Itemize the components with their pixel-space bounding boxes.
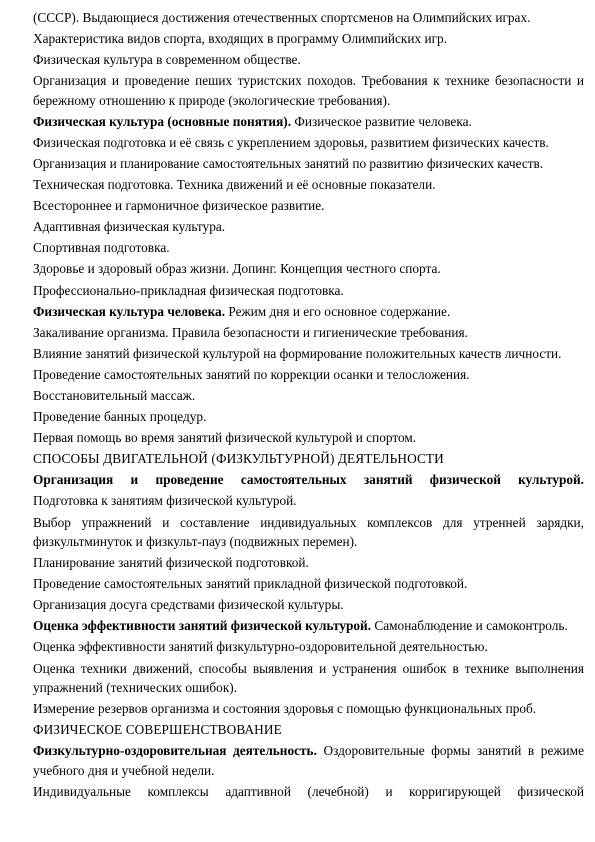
paragraph-text: Подготовка к занятиям физической культурой. [33, 493, 297, 509]
text-paragraph [33, 470, 584, 489]
paragraph-text: Режим дня и его основное содержание. [225, 303, 451, 319]
text-paragraph [33, 112, 584, 131]
paragraph-text: Адаптивная физическая культура. [33, 219, 226, 235]
text-paragraph [33, 365, 584, 384]
text-paragraph [33, 407, 584, 426]
text-paragraph [33, 259, 584, 278]
text-paragraph [33, 574, 584, 593]
paragraph-text: (СССР). Выдающиеся достижения отечественных спортсменов на Олимпийских играх. [33, 10, 531, 25]
paragraph-text: Физическая культура в современном обществе. [33, 52, 301, 68]
text-paragraph [33, 281, 584, 300]
text-paragraph [33, 386, 584, 405]
paragraph-text: Физическая подготовка и её связь с укреплением здоровья, развитием физических качеств. [33, 134, 549, 150]
paragraph-text: Оценка эффективности занятий физкультурно-оздоровительной деятельностью. [33, 639, 488, 655]
paragraph-text: Всестороннее и гармоничное физическое развитие. [33, 198, 325, 214]
text-paragraph [33, 50, 584, 69]
paragraph-text: Проведение самостоятельных занятий прикладной физической подготовкой. [33, 576, 468, 592]
paragraph-text: СПОСОБЫ ДВИГАТЕЛЬНОЙ (ФИЗКУЛЬТУРНОЙ) ДЕЯТЕЛЬНОСТИ [33, 451, 444, 467]
paragraph-text: Характеристика видов спорта, входящих в программу Олимпийских игр. [33, 31, 448, 47]
paragraph-text: Организация досуга средствами физической культуры. [33, 597, 344, 613]
paragraph-text: Самонаблюдение и самоконтроль. [371, 618, 568, 634]
text-paragraph [33, 595, 584, 614]
paragraph-text: Влияние занятий физической культурой на формирование положительных качеств личности. [33, 345, 562, 361]
text-paragraph [33, 699, 584, 718]
text-paragraph [33, 323, 584, 342]
section-heading [33, 720, 584, 739]
paragraph-text: Физическое развитие человека. [291, 113, 472, 129]
text-paragraph [33, 344, 584, 363]
paragraph-text: Выбор упражнений и составление индивидуальных комплексов для утренней зарядки, физкультминуток и физкульт-пауз (подвижных перемен). [33, 514, 584, 549]
text-paragraph [33, 741, 584, 780]
paragraph-text: Техническая подготовка. Техника движений и её основные показатели. [33, 177, 436, 193]
paragraph-text: ФИЗИЧЕСКОЕ СОВЕРШЕНСТВОВАНИЕ [33, 722, 282, 738]
paragraph-text: Организация и планирование самостоятельных занятий по развитию физических качеств. [33, 155, 544, 171]
paragraph-text: Организация и проведение пеших туристских походов. Требования к технике безопасности и бережному отношению к природе (экологические требования). [33, 73, 584, 108]
paragraph-text: Проведение банных процедур. [33, 409, 207, 425]
text-paragraph [33, 513, 584, 552]
text-paragraph [33, 8, 584, 27]
text-paragraph [33, 133, 584, 152]
paragraph-text: Профессионально-прикладная физическая подготовка. [33, 282, 344, 298]
text-paragraph [33, 154, 584, 173]
paragraph-text: Первая помощь во время занятий физической культурой и спортом. [33, 430, 417, 446]
paragraph-text: Здоровье и здоровый образ жизни. Допинг. Концепция честного спорта. [33, 261, 441, 277]
text-paragraph [33, 29, 584, 48]
text-paragraph [33, 71, 584, 110]
text-paragraph [33, 238, 584, 257]
text-paragraph [33, 659, 584, 698]
text-paragraph [33, 782, 584, 801]
text-paragraph [33, 616, 584, 635]
paragraph-text: Индивидуальные комплексы адаптивной (лечебной) и корригирующей физической [33, 783, 584, 799]
bold-topic-title: Оценка эффективности занятий физической культурой. [33, 618, 372, 634]
text-paragraph [33, 428, 584, 447]
paragraph-text: Оздоровительные формы занятий в режиме учебного дня и учебной недели. [33, 743, 584, 778]
bold-topic-title: Физическая культура человека. [33, 303, 226, 319]
text-paragraph [33, 302, 584, 321]
paragraph-text: Проведение самостоятельных занятий по коррекции осанки и телосложения. [33, 366, 470, 382]
paragraph-text: Спортивная подготовка. [33, 240, 170, 256]
text-paragraph [33, 217, 584, 236]
paragraph-text: Восстановительный массаж. [33, 388, 196, 403]
text-paragraph [33, 491, 584, 510]
section-heading [33, 449, 584, 468]
paragraph-text: Оценка техники движений, способы выявления и устранения ошибок в технике выполнения упражнений (технических ошибок). [33, 660, 584, 695]
bold-topic-title: Физкультурно-оздоровительная деятельность. [33, 743, 317, 759]
bold-topic-title: Организация и проведение самостоятельных занятий физической культурой. [33, 472, 584, 488]
text-paragraph [33, 637, 584, 656]
paragraph-text: Закаливание организма. Правила безопасности и гигиенические требования. [33, 324, 468, 340]
text-paragraph [33, 553, 584, 572]
bold-topic-title: Физическая культура (основные понятия). [33, 113, 292, 129]
paragraph-text: Измерение резервов организма и состояния здоровья с помощью функциональных проб. [33, 701, 537, 717]
paragraph-text: Планирование занятий физической подготовкой. [33, 555, 309, 571]
text-paragraph [33, 196, 584, 215]
text-paragraph [33, 175, 584, 194]
